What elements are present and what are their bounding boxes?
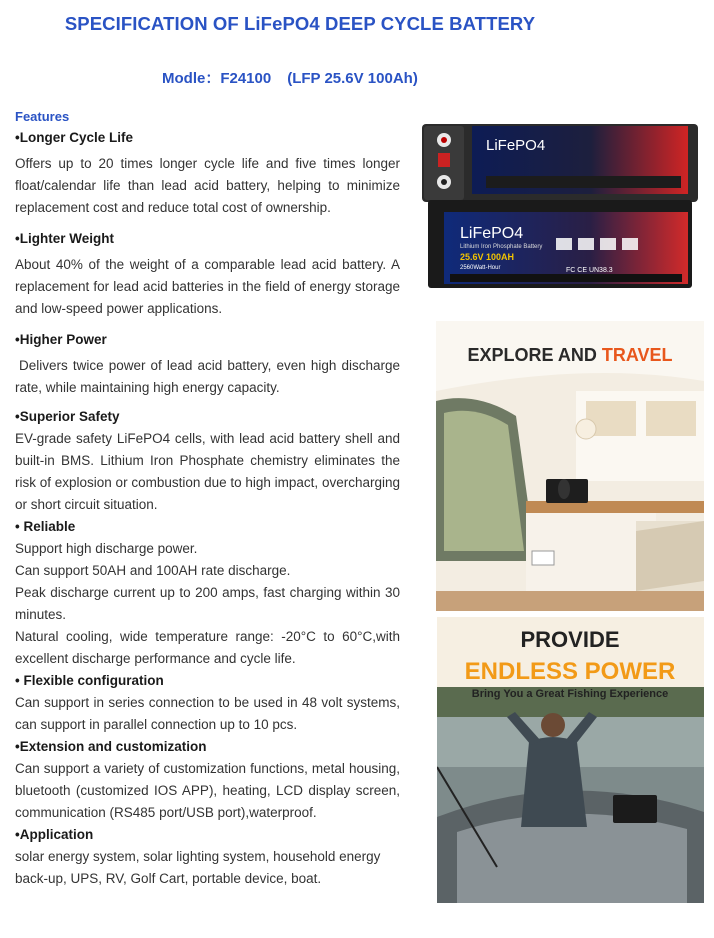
section-title: •Extension and customization xyxy=(15,739,207,754)
section-text: Can support a variety of customization functions, metal housing, bluetooth (customized IOS APP), heating, LCD display screen, communication (RS485 port/USB port),waterproof. xyxy=(15,761,400,820)
features-list xyxy=(15,127,400,890)
model-line xyxy=(162,67,434,88)
section-text: solar energy system, solar lighting system, household energy back-up, UPS, RV, Golf Cart, portable device, boat. xyxy=(15,849,381,886)
page-title: SPECIFICATION OF LiFePO4 DEEP CYCLE BATTERY xyxy=(64,13,536,34)
section-text: Offers up to 20 times longer cycle life and five times longer float/calendar life than lead acid battery, helping to minimize replacement cost and reduce total cost of ownership. xyxy=(15,156,400,215)
model-number: Modle：F24100 xyxy=(162,70,272,87)
section-text: About 40% of the weight of a comparable lead acid battery. A replacement for lead acid batteries in the field of energy storage and low-speed power applications. xyxy=(15,257,400,316)
section-title: • Flexible configuration xyxy=(15,673,164,688)
lid-brand-text: LiFePO4 xyxy=(486,137,546,154)
section-text: Support high discharge power. xyxy=(15,541,198,556)
model-spec: (LFP 25.6V 100Ah) xyxy=(287,70,418,87)
boat-battery xyxy=(613,795,657,823)
section-text: Can support in series connection to be used in 48 volt systems, can support in parallel connection up to 10 pcs. xyxy=(15,695,400,732)
fishing-tagline: Bring You a Great Fishing Experience xyxy=(471,688,669,700)
section-text: Natural cooling, wide temperature range: -20°C to 60°C,with excellent discharge performance and cycle life. xyxy=(15,629,400,666)
travel-text: TRAVEL xyxy=(601,345,673,365)
explore-travel-heading xyxy=(467,345,672,365)
section-title: •Lighter Weight xyxy=(15,231,114,246)
section-text: Can support 50AH and 100AH rate discharge. xyxy=(15,563,291,578)
battery-illustration xyxy=(416,120,704,292)
battery-cert: FC CE UN38.3 xyxy=(566,267,613,274)
section-title: • Reliable xyxy=(15,519,76,534)
battery-subtitle: Lithium Iron Phosphate Battery xyxy=(460,244,543,250)
explore-text: EXPLORE AND xyxy=(467,345,597,365)
section-text: EV-grade safety LiFePO4 cells, with lead acid battery shell and built-in BMS. Lithium Iron Phosphate chemistry eliminates the risk of explosion or combustion due to high impact, overcharging or short circuit situation. xyxy=(15,431,400,512)
provide-heading: PROVIDE xyxy=(520,627,620,652)
camper-interior-illustration xyxy=(436,321,704,611)
battery-energy: 2560Watt-Hour xyxy=(460,265,501,271)
fishing-illustration xyxy=(437,617,704,903)
section-title: •Application xyxy=(15,827,94,842)
fishing-boat-image xyxy=(437,617,704,903)
endless-power-heading: ENDLESS POWER xyxy=(464,658,676,685)
section-title: •Longer Cycle Life xyxy=(15,130,133,145)
travel-camper-image xyxy=(436,321,704,611)
battery-voltage: 25.6V 100AH xyxy=(460,252,515,262)
section-text: Delivers twice power of lead acid battery, even high discharge rate, while maintaining high energy capacity. xyxy=(15,358,400,395)
section-text: Peak discharge current up to 200 amps, fast charging within 30 minutes. xyxy=(15,585,400,622)
features-heading: Features xyxy=(15,109,70,124)
section-title: •Superior Safety xyxy=(15,409,120,424)
battery-product-image xyxy=(416,120,704,292)
section-title: •Higher Power xyxy=(15,332,107,347)
battery-brand: LiFePO4 xyxy=(460,225,524,242)
